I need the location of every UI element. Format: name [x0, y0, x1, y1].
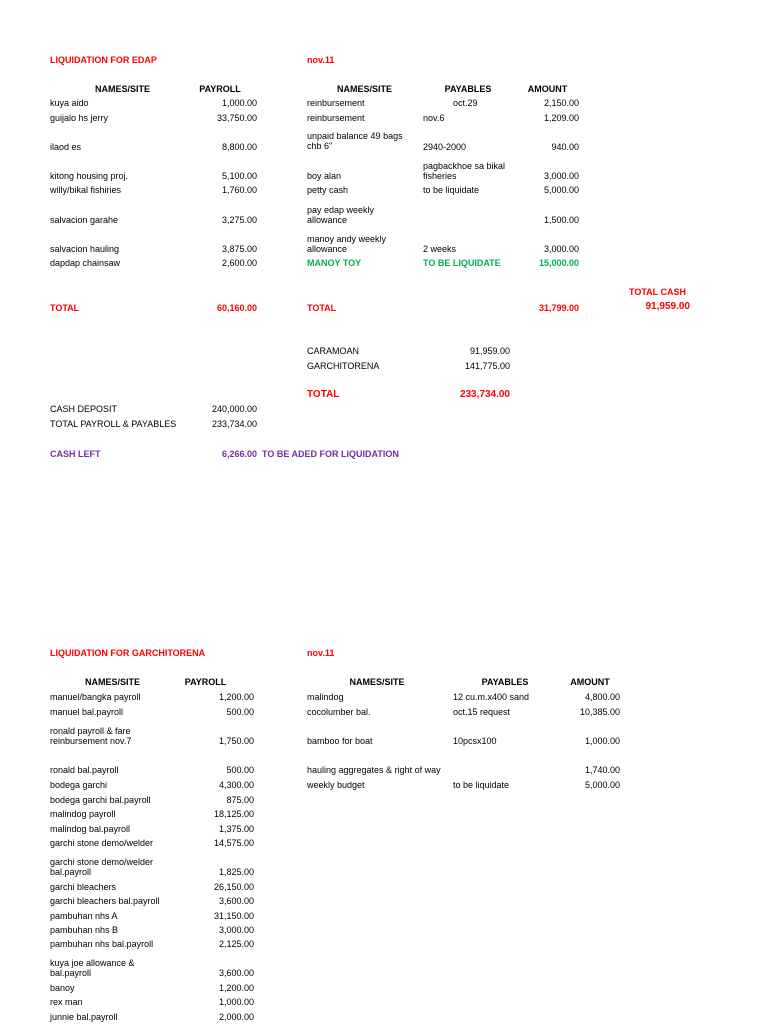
table-row-name: chb 6": [307, 141, 333, 151]
table-row-amount: 2,600.00: [221, 258, 257, 268]
table-row-payable: TO BE LIQUIDATE: [423, 258, 501, 268]
table-row-payable: to be liquidate: [423, 185, 480, 195]
table-row-name: petty cash: [307, 185, 349, 195]
table-row-amount: 1,750.00: [218, 736, 254, 746]
table-row-amount: 5,000.00: [584, 780, 620, 790]
garchi-payables-header-names: NAMES/SITE: [349, 677, 405, 687]
table-row-amount: 3,875.00: [221, 244, 257, 254]
table-row-amount: 940.00: [551, 142, 579, 152]
summary-label: GARCHITORENA: [307, 361, 380, 371]
edap-title: LIQUIDATION FOR EDAP: [50, 55, 157, 65]
table-row-amount: 1,375.00: [218, 824, 254, 834]
table-row-name: reinbursement: [307, 98, 365, 108]
table-row-amount: 1,825.00: [218, 867, 254, 877]
table-row-amount: 1,000.00: [218, 997, 254, 1007]
table-row-amount: 26,150.00: [213, 882, 254, 892]
table-row-name: bal.payroll: [50, 968, 92, 978]
table-row-amount: 2,150.00: [543, 98, 579, 108]
table-row-amount: 3,600.00: [218, 968, 254, 978]
edap-payroll-total: 60,160.00: [216, 303, 257, 313]
table-row-name: manuel bal.payroll: [50, 707, 124, 717]
table-row-amount: 3,000.00: [543, 171, 579, 181]
table-row-name: pambuhan nhs A: [50, 911, 118, 921]
table-row-amount: 4,800.00: [584, 692, 620, 702]
table-row-payable: 10pcsx100: [453, 736, 497, 746]
table-row-amount: 1,200.00: [218, 983, 254, 993]
cash-left-label: CASH LEFT: [50, 449, 101, 459]
edap-payroll-header-payroll: PAYROLL: [199, 84, 241, 94]
table-row-payable: 2 weeks: [423, 244, 457, 254]
table-row-name: allowance: [307, 215, 348, 225]
table-row-name: malindog: [307, 692, 344, 702]
table-row-amount: 1,760.00: [221, 185, 257, 195]
table-row-name: dapdap chainsaw: [50, 258, 121, 268]
table-row-amount: 1,500.00: [543, 215, 579, 225]
table-row-name: reinbursement nov.7: [50, 736, 132, 746]
table-row-name: malindog payroll: [50, 809, 116, 819]
table-row-name: hauling aggregates & right of way: [307, 765, 441, 775]
table-row-amount: 3,275.00: [221, 215, 257, 225]
table-row-name: salvacion garahe: [50, 215, 119, 225]
table-row-amount: 5,100.00: [221, 171, 257, 181]
table-row-name: guijalo hs jerry: [50, 113, 109, 123]
table-row-name: kitong housing proj.: [50, 171, 129, 181]
table-row-name: ronald bal.payroll: [50, 765, 119, 775]
cash-deposit-value: 240,000.00: [211, 404, 257, 414]
table-row-name: MANOY TOY: [307, 258, 362, 268]
table-row-name: unpaid balance 49 bags: [307, 131, 403, 141]
table-row-amount: 8,800.00: [221, 142, 257, 152]
table-row-name: bamboo for boat: [307, 736, 373, 746]
total-cash-value: 91,959.00: [645, 301, 690, 312]
summary-value: 141,775.00: [464, 361, 510, 371]
table-row-name: rex man: [50, 997, 83, 1007]
table-row-name: pay edap weekly: [307, 205, 375, 215]
garchi-payroll-header-payroll: PAYROLL: [184, 677, 227, 687]
cash-left-value: 6,266.00: [221, 449, 257, 459]
table-row-amount: 18,125.00: [213, 809, 254, 819]
table-row-name: willy/bikal fishiries: [50, 185, 122, 195]
table-row-amount: 1,740.00: [584, 765, 620, 775]
table-row-name: pambuhan nhs bal.payroll: [50, 939, 154, 949]
edap-payables-total-label: TOTAL: [307, 303, 337, 313]
table-row-name: banoy: [50, 983, 75, 993]
table-row-amount: 1,000.00: [221, 98, 257, 108]
table-row-name: garchi stone demo/welder: [50, 838, 154, 848]
table-row-name: bodega garchi: [50, 780, 108, 790]
table-row-name: malindog bal.payroll: [50, 824, 131, 834]
table-row-amount: 1,209.00: [543, 113, 579, 123]
table-row-amount: 3,000.00: [543, 244, 579, 254]
edap-payroll-total-label: TOTAL: [50, 303, 80, 313]
table-row-name: allowance: [307, 244, 348, 254]
table-row-amount: 33,750.00: [216, 113, 257, 123]
cash-deposit-label: CASH DEPOSIT: [50, 404, 118, 414]
table-row-name: manuel/bangka payroll: [50, 692, 141, 702]
table-row-payable: fisheries: [423, 171, 457, 181]
edap-payables-header-amount: AMOUNT: [527, 84, 568, 94]
table-row-name: boy alan: [307, 171, 342, 181]
table-row-name: weekly budget: [307, 780, 365, 790]
table-row-name: garchi stone demo/welder: [50, 857, 154, 867]
table-row-name: kuya aido: [50, 98, 89, 108]
table-row-amount: 14,575.00: [213, 838, 254, 848]
summary-label: CARAMOAN: [307, 346, 360, 356]
garchi-date: nov.11: [307, 648, 335, 658]
summary-total-value: 233,734.00: [459, 389, 510, 400]
table-row-name: cocolumber bal.: [307, 707, 371, 717]
table-row-name: ilaod es: [50, 142, 82, 152]
summary-total-label: TOTAL: [307, 389, 340, 400]
table-row-payable: 2940-2000: [423, 142, 467, 152]
table-row-name: bodega garchi bal.payroll: [50, 795, 151, 805]
table-row-name: reinbursement: [307, 113, 365, 123]
summary-value: 91,959.00: [469, 346, 510, 356]
table-row-name: bal.payroll: [50, 867, 92, 877]
edap-payables-total: 31,799.00: [538, 303, 579, 313]
cash-left-note: TO BE ADED FOR LIQUIDATION: [262, 449, 399, 459]
table-row-amount: 5,000.00: [543, 185, 579, 195]
table-row-amount: 2,125.00: [218, 939, 254, 949]
table-row-amount: 875.00: [226, 795, 254, 805]
table-row-amount: 10,385.00: [579, 707, 620, 717]
total-payroll-payables-label: TOTAL PAYROLL & PAYABLES: [50, 419, 177, 429]
table-row-payable: oct.15 request: [453, 707, 511, 717]
table-row-amount: 2,000.00: [218, 1012, 254, 1022]
garchi-payroll-header-names: NAMES/SITE: [84, 677, 140, 687]
table-row-payable: pagbackhoe sa bikal: [423, 161, 506, 171]
table-row-payable: nov.6: [423, 113, 445, 123]
table-row-name: kuya joe allowance &: [50, 958, 135, 968]
table-row-amount: 3,600.00: [218, 896, 254, 906]
table-row-amount: 31,150.00: [213, 911, 254, 921]
total-cash-label: TOTAL CASH: [629, 287, 687, 297]
table-row-name: salvacion hauling: [50, 244, 120, 254]
table-row-name: pambuhan nhs B: [50, 925, 119, 935]
table-row-payable: oct.29: [453, 98, 478, 108]
table-row-amount: 1,200.00: [218, 692, 254, 702]
table-row-amount: 500.00: [226, 707, 254, 717]
table-row-name: ronald payroll & fare: [50, 726, 131, 736]
table-row-amount: 4,300.00: [218, 780, 254, 790]
table-row-amount: 1,000.00: [584, 736, 620, 746]
total-payroll-payables-value: 233,734.00: [211, 419, 257, 429]
table-row-amount: 3,000.00: [218, 925, 254, 935]
edap-date: nov.11: [307, 55, 335, 65]
table-row-amount: 15,000.00: [538, 258, 579, 268]
table-row-payable: 12 cu.m.x400 sand: [453, 692, 530, 702]
garchi-payables-header-payables: PAYABLES: [481, 677, 529, 687]
table-row-name: manoy andy weekly: [307, 234, 387, 244]
edap-payroll-header-names: NAMES/SITE: [94, 84, 150, 94]
garchi-payables-header-amount: AMOUNT: [570, 677, 610, 687]
garchi-title: LIQUIDATION FOR GARCHITORENA: [50, 648, 206, 658]
table-row-name: garchi bleachers bal.payroll: [50, 896, 160, 906]
edap-payables-header-names: NAMES/SITE: [336, 84, 392, 94]
table-row-name: junnie bal.payroll: [50, 1012, 118, 1022]
table-row-payable: to be liquidate: [453, 780, 510, 790]
table-row-name: garchi bleachers: [50, 882, 117, 892]
table-row-amount: 500.00: [226, 765, 254, 775]
edap-payables-header-payables: PAYABLES: [444, 84, 492, 94]
